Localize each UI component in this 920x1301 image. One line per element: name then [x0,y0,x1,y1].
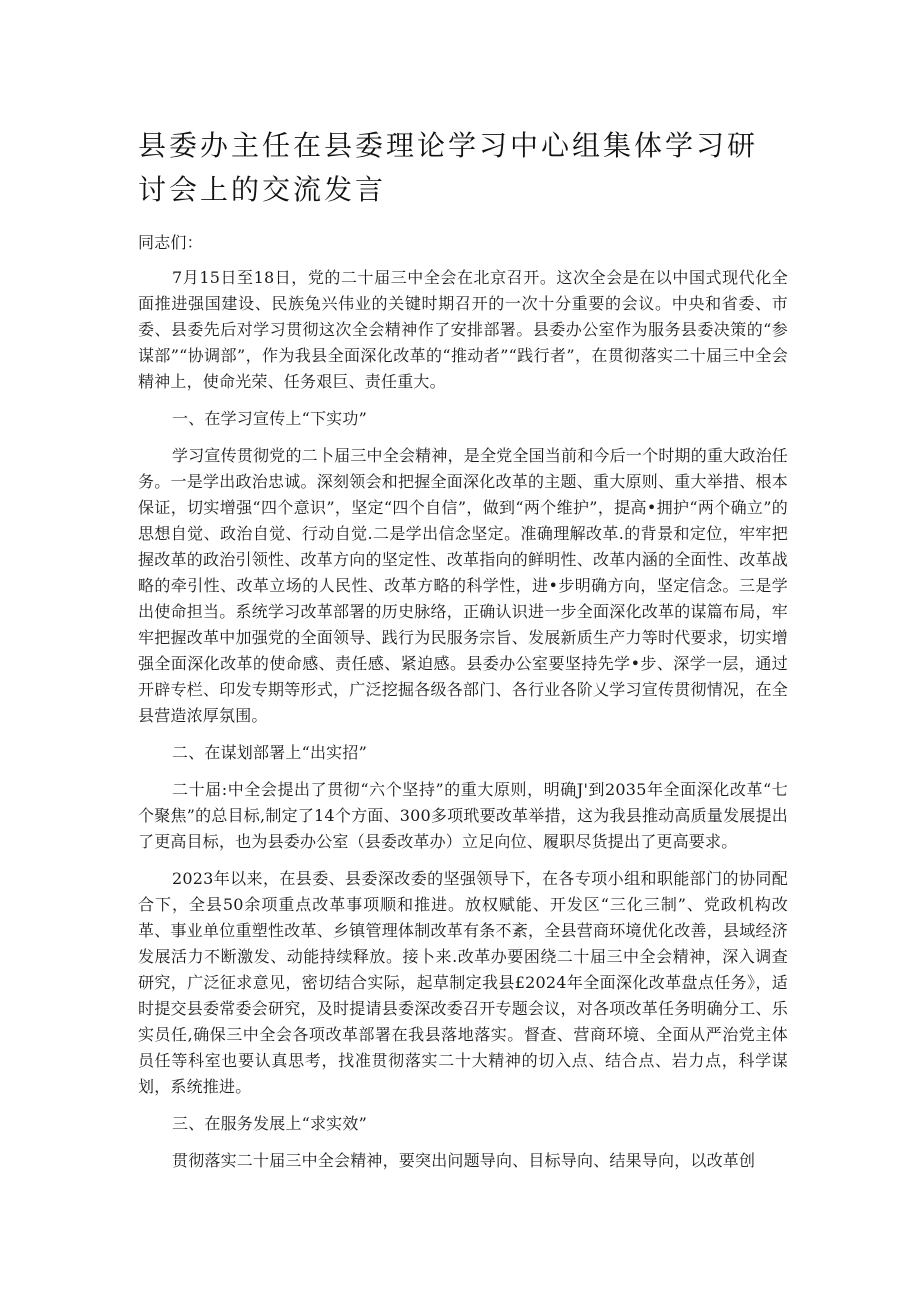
document-title: 县委办主任在县委理论学习中心组集体学习研讨会上的交流发言 [138,129,759,206]
section-heading-3: 三、在服务发展上“求实效” [172,1114,367,1133]
paragraph-service-development: 贯彻落实二十届三中全会精神，要突出问题导向、目标导向、结果导向，以改革创 [172,1151,756,1170]
paragraph-intro: 7月15日至18日，党的二十届三中全会在北京召开。这次全会是在以中国式现代化全面推进强国建设、民族兔兴伟业的关键时期召开的一次十分重要的会议。中央和省委、市委、县委先后对学习贯彻这次全会精神作了安排部署。县委办公室作为服务县委决策的“参谋部”“协调部”，作为我县全面深化改革的“推动者”“践行者”，在贯彻落实二十届三中全会精神上，使命光荣、任务艰巨、责任重大。 [138,268,788,391]
document-body [138,230,788,1185]
paragraph-reform-progress: 2023年以来，在县委、县委深改委的坚强领导下，在各专项小组和职能部门的协同配合下，全县50余项重点改革事项顺和推进。放权赋能、开发区“三化三制”、党政机构改革、事业单位重塑性改革、乡镇管理体制改革有条不紊，全县营商环境优化改善，县域经济发展活力不断激发、动能持续释放。接卜来.改革办要困绕二十届三中全会精神，深入调查研究，广泛征求意见，密切结合实际，起草制定我县£2024年全面深化改革盘点任务》，适时提交县委常委会研究，及时提请县委深改委召开专题会议，对各项改革任务明确分工、乐实员任,确保三中全会各项改革部署在我县落地落实。督查、营商环境、全面从严治党主体员任等科室也要认真思考，找准贯彻落实二十大精神的切入点、结合点、岩力点，科学谋划，系统推进。 [138,869,788,1096]
salutation: 同志们： [138,233,203,252]
paragraph-study-publicity: 学习宣传贯彻党的二卜届三中全会精神，是全党全国当前和今后一个时期的重大政治任务。一是学出政治忠诚。深刻领会和把握全面深化改革的主题、重大原则、重大举措、根本保证，切实增强“四个意识”，坚定“四个自信”，做到“两个维护”，提高•拥护“两个确立”的思想自觉、政治自觉、行动自觉.二是学出信念坚定。准确理解改革.的背景和定位，牢牢把握改革的政治引领性、改革方向的坚定性、改革指向的鲜明性、改革内涵的全面性、改革战略的牵引性、改革立场的人民性、改革方略的科学性，进•步明确方向，坚定信念。三是学出使命担当。系统学习改革部署的历史脉络，正确认识进一步全面深化改革的谋篇布局，牢牢把握改革中加强党的全面领导、践行为民服务宗旨、发展新质生产力等时代要求，切实增强全面深化改革的使命感、责任感、紧迫感。县委办公室要坚持先学•步、深学一层，通过开辟专栏、印发专期等形式，广泛挖掘各级各部门、各行业各阶乂学习宣传贯彻情况，在全县营造浓厚氛围。 [138,446,788,725]
section-heading-2: 二、在谋划部署上“出实招” [172,743,367,762]
section-heading-1: 一、在学习宣传上“下实功” [172,409,367,428]
paragraph-plenum-principles: 二十届:中全会提出了贯彻“六个坚持”的重大原则，明确J'到2035年全面深化改革“七个聚焦”的总目标,制定了14个方面、300多项玳要改革举措，这为我县推动高质量发展提出了更高目标，也为县委办公室（县委改革办）立足向位、履职尽货提出了更高要求。 [138,780,788,851]
